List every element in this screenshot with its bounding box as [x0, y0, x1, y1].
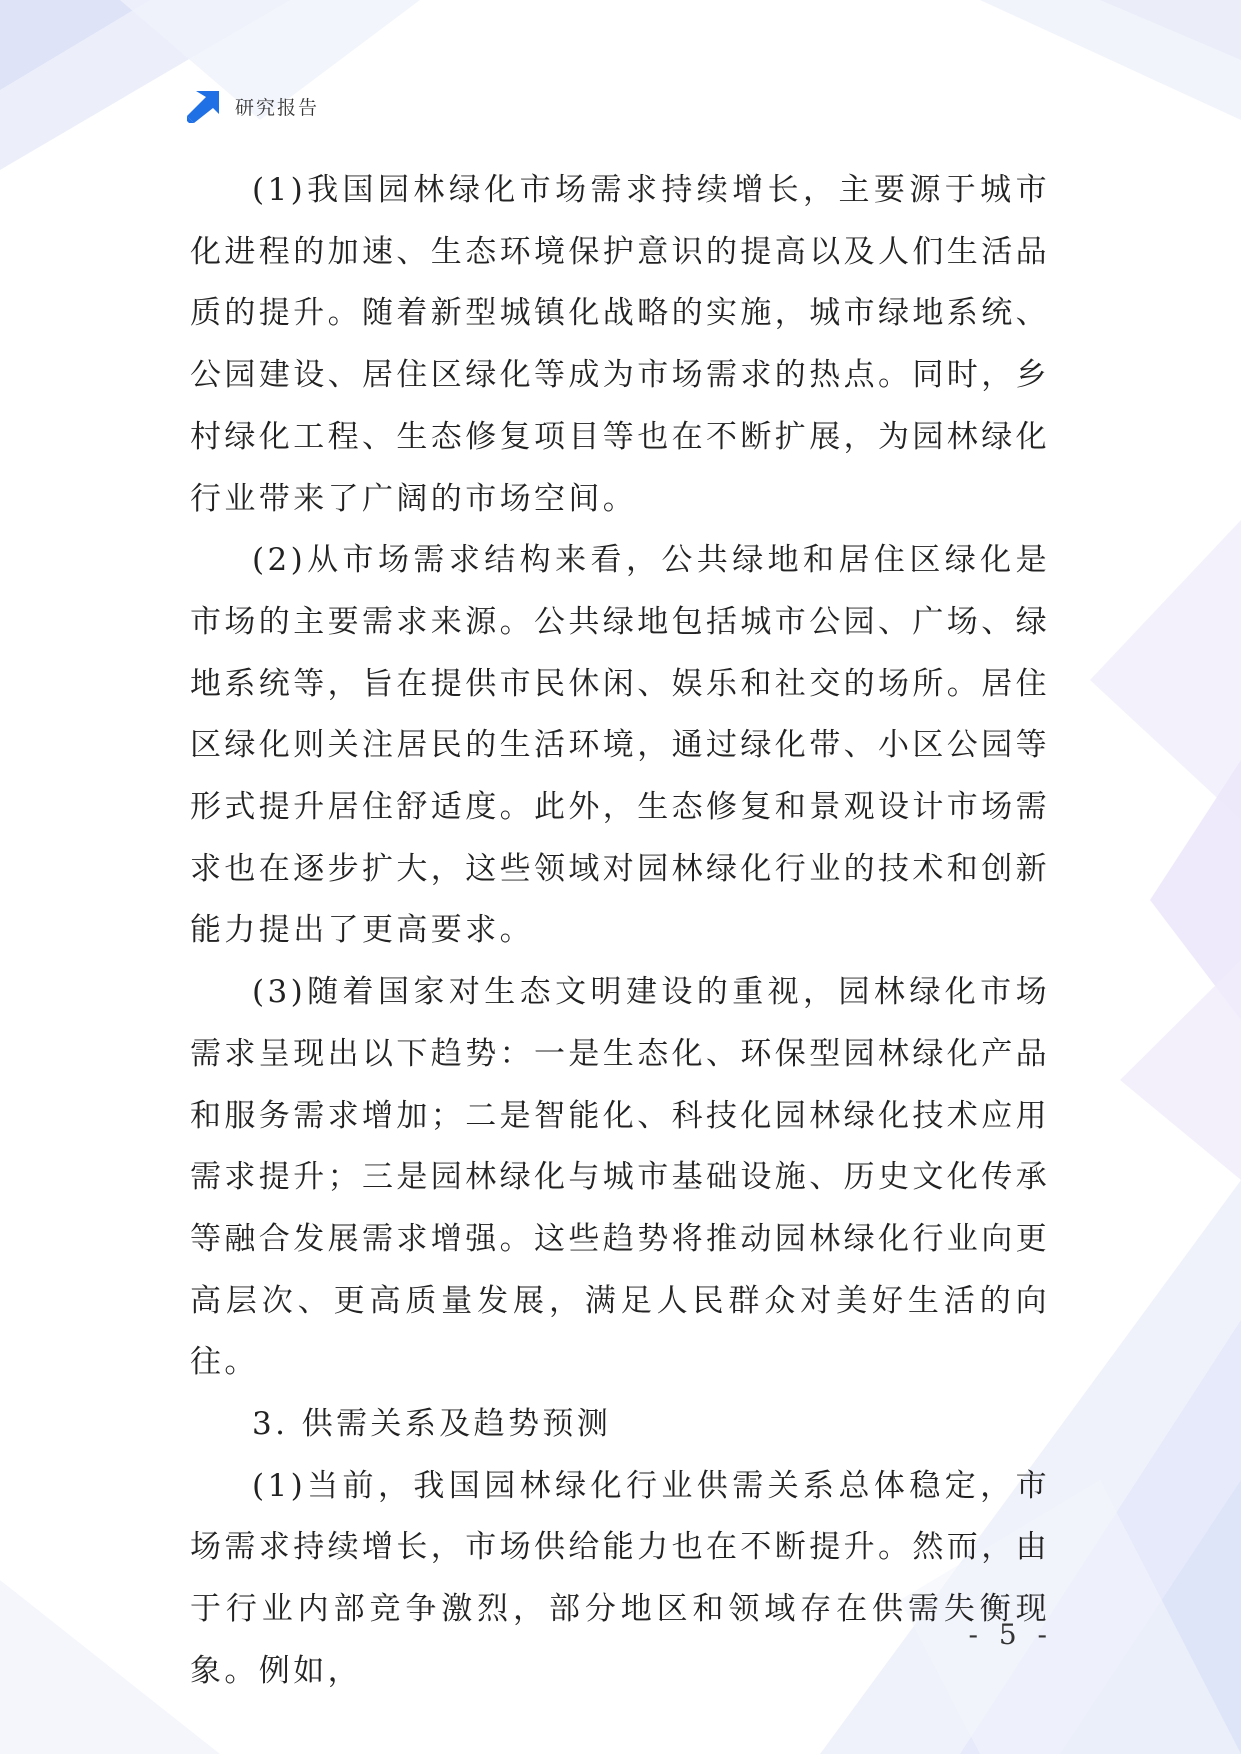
section-heading: 3. 供需关系及趋势预测: [252, 1406, 612, 1443]
paragraph-3: (3)随着国家对生态文明建设的重视，园林绿化市场需求呈现出以下趋势：一是生态化、环保型园林绿化产品和服务需求增加；二是智能化、科技化园林绿化技术应用需求提升；三是园林绿化与城市基础设施、历史文化传承等融合发展需求增强。这些趋势将推动园林绿化行业向更高层次、更高质量发展，满足人民群众对美好生活的向往。: [190, 974, 1050, 1381]
paragraph-1: (1)我国园林绿化市场需求持续增长，主要源于城市化进程的加速、生态环境保护意识的提高以及人们生活品质的提升。随着新型城镇化战略的实施，城市绿地系统、公园建设、居住区绿化等成为市场需求的热点。同时，乡村绿化工程、生态修复项目等也在不断扩展，为园林绿化行业带来了广阔的市场空间。: [190, 172, 1050, 517]
arrow-up-right-icon: [187, 89, 221, 123]
paragraph-2: (2)从市场需求结构来看，公共绿地和居住区绿化是市场的主要需求来源。公共绿地包括城市公园、广场、绿地系统等，旨在提供市民休闲、娱乐和社交的场所。居住区绿化则关注居民的生活环境，通过绿化带、小区公园等形式提升居住舒适度。此外，生态修复和景观设计市场需求也在逐步扩大，这些领域对园林绿化行业的技术和创新能力提出了更高要求。: [190, 542, 1050, 949]
report-label: 研究报告: [235, 96, 320, 119]
paragraph-4: (1)当前，我国园林绿化行业供需关系总体稳定，市场需求持续增长，市场供给能力也在不断提升。然而，由于行业内部竞争激烈，部分地区和领域存在供需失衡现象。例如，: [190, 1467, 1050, 1689]
page-number: - 5 -: [968, 1618, 1053, 1651]
main-content: [190, 160, 1050, 1703]
page-header: [187, 89, 319, 123]
